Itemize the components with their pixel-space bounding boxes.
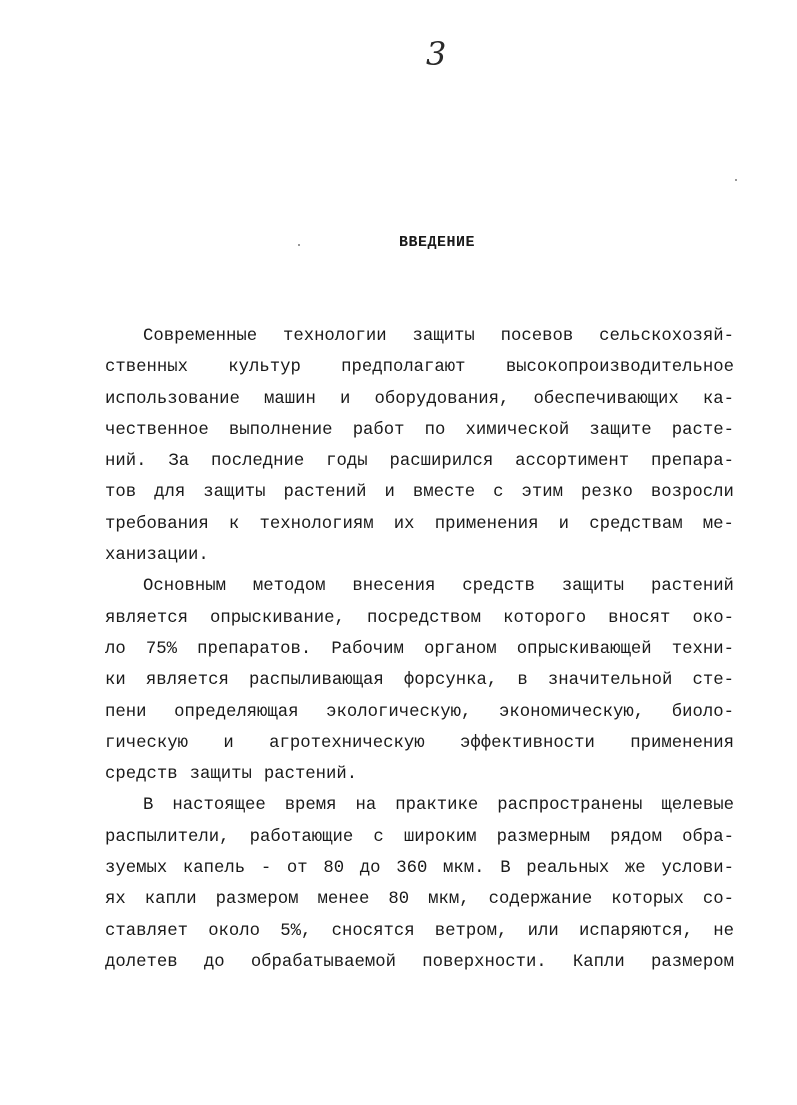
text-line: распылители, работающие с широким размерным рядом обра- xyxy=(105,827,734,847)
text-line: чественное выполнение работ по химической защите расте- xyxy=(105,420,734,440)
text-line: пени определяющая экологическую, экономическую, биоло- xyxy=(105,702,734,722)
text-line: тов для защиты растений и вместе с этим резко возросли xyxy=(105,483,734,503)
text-line: Основным методом внесения средств защиты растений xyxy=(143,577,734,597)
text-line: ставляет около 5%, сносятся ветром, или испаряются, не xyxy=(105,921,734,941)
page-number: 3 xyxy=(426,35,447,73)
text-line: ственных культур предполагают высокопроизводительное xyxy=(105,358,734,378)
text-line: ло 75% препаратов. Рабочим органом опрыскивающей техни- xyxy=(105,639,734,659)
text-line: зуемых капель - от 80 до 360 мкм. В реальных же услови- xyxy=(105,859,734,879)
text-line: ханизации. xyxy=(105,546,209,566)
text-line: требования к технологиям их применения и средствам ме- xyxy=(105,514,734,534)
text-line: ний. За последние годы расширился ассортимент препара- xyxy=(105,452,734,472)
text-line: гическую и агротехническую эффективности применения xyxy=(105,733,734,753)
text-line: Современные технологии защиты посевов сельскохозяй- xyxy=(143,327,734,346)
text-line: В настоящее время на практике распространены щелевые xyxy=(143,796,734,816)
body-text xyxy=(105,321,734,978)
section-heading: ВВЕДЕНИЕ xyxy=(398,234,475,251)
text-line: ях капли размером менее 80 мкм, содержание которых со- xyxy=(105,890,734,910)
scan-speck xyxy=(735,179,737,181)
text-line: использование машин и оборудования, обеспечивающих ка- xyxy=(105,389,734,409)
text-line: долетев до обрабатываемой поверхности. Капли размером xyxy=(105,952,734,972)
text-line: является опрыскивание, посредством которого вносят око- xyxy=(105,608,734,628)
text-line: ки является распыливающая форсунка, в значительной сте- xyxy=(105,671,734,691)
text-line: средств защиты растений. xyxy=(105,765,358,785)
